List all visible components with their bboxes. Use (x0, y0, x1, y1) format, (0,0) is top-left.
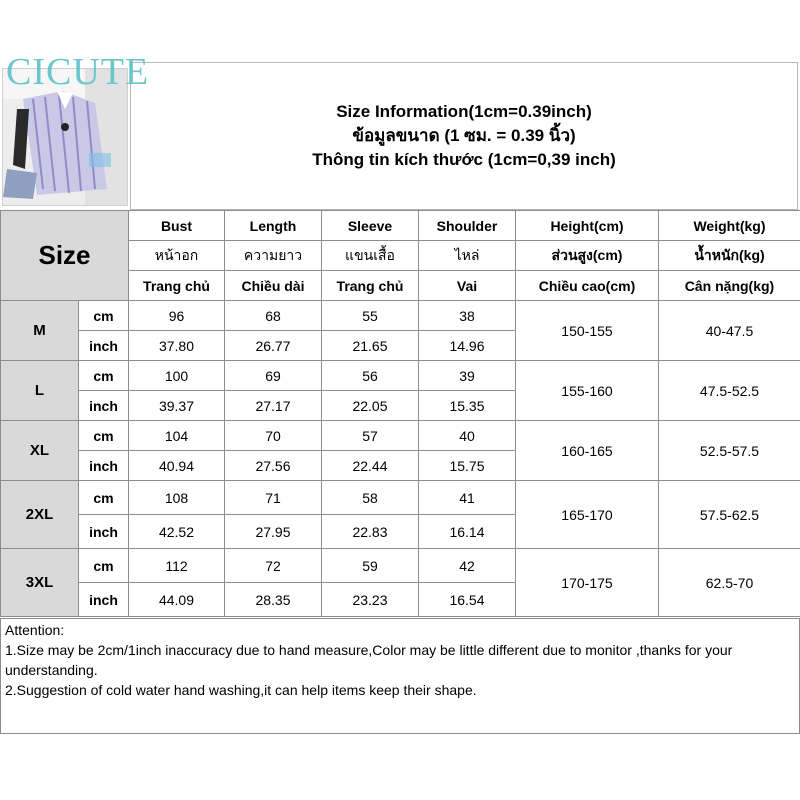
col-height-th: ส่วนสูง(cm) (516, 241, 659, 271)
length-inch: 27.56 (225, 451, 322, 481)
sleeve-cm: 57 (322, 421, 419, 451)
sleeve-cm: 59 (322, 549, 419, 583)
col-height-vi: Chiều cao(cm) (516, 271, 659, 301)
length-inch: 26.77 (225, 331, 322, 361)
col-length-en: Length (225, 211, 322, 241)
unit-cm: cm (79, 301, 129, 331)
length-inch: 28.35 (225, 583, 322, 617)
table-row (1, 481, 800, 515)
col-bust-en: Bust (129, 211, 225, 241)
unit-cm: cm (79, 549, 129, 583)
shoulder-cm: 42 (419, 549, 516, 583)
size-label-m: M (1, 301, 79, 361)
shoulder-inch: 16.14 (419, 515, 516, 549)
size-label-2xl: 2XL (1, 481, 79, 549)
shoulder-inch: 16.54 (419, 583, 516, 617)
weight-range: 40-47.5 (659, 301, 800, 361)
col-bust-th: หน้าอก (129, 241, 225, 271)
bust-inch: 44.09 (129, 583, 225, 617)
weight-range: 62.5-70 (659, 549, 800, 617)
col-length-vi: Chiều dài (225, 271, 322, 301)
shoulder-inch: 15.35 (419, 391, 516, 421)
table-row (1, 549, 800, 583)
sleeve-inch: 23.23 (322, 583, 419, 617)
header-title-th: ข้อมูลขนาด (1 ซม. = 0.39 นิ้ว) (352, 126, 576, 145)
length-cm: 68 (225, 301, 322, 331)
header-title-en: Size Information(1cm=0.39inch) (336, 102, 592, 121)
col-shoulder-en: Shoulder (419, 211, 516, 241)
bust-inch: 37.80 (129, 331, 225, 361)
unit-inch: inch (79, 515, 129, 549)
weight-range: 57.5-62.5 (659, 481, 800, 549)
bust-cm: 112 (129, 549, 225, 583)
sleeve-cm: 56 (322, 361, 419, 391)
bust-inch: 39.37 (129, 391, 225, 421)
unit-inch: inch (79, 391, 129, 421)
length-inch: 27.17 (225, 391, 322, 421)
col-height-en: Height(cm) (516, 211, 659, 241)
notes-title: Attention: (5, 622, 65, 638)
size-table (0, 210, 800, 617)
size-label-l: L (1, 361, 79, 421)
height-range: 170-175 (516, 549, 659, 617)
shoulder-cm: 39 (419, 361, 516, 391)
col-shoulder-th: ไหล่ (419, 241, 516, 271)
shoulder-inch: 15.75 (419, 451, 516, 481)
height-range: 150-155 (516, 301, 659, 361)
bust-cm: 100 (129, 361, 225, 391)
weight-range: 52.5-57.5 (659, 421, 800, 481)
brand-logo: CICUTE (6, 51, 150, 93)
col-weight-th: น้ำหนัก(kg) (659, 241, 800, 271)
size-label-3xl: 3XL (1, 549, 79, 617)
shoulder-cm: 40 (419, 421, 516, 451)
notes-line-2: 2.Suggestion of cold water hand washing,it can help items keep their shape. (5, 682, 477, 698)
unit-cm: cm (79, 361, 129, 391)
length-cm: 71 (225, 481, 322, 515)
col-sleeve-en: Sleeve (322, 211, 419, 241)
sleeve-cm: 55 (322, 301, 419, 331)
shoulder-cm: 41 (419, 481, 516, 515)
col-sleeve-vi: Trang chủ (322, 271, 419, 301)
bust-inch: 40.94 (129, 451, 225, 481)
size-label-xl: XL (1, 421, 79, 481)
unit-cm: cm (79, 421, 129, 451)
notes-line-1: 1.Size may be 2cm/1inch inaccuracy due to hand measure,Color may be little different due to monitor ,thanks for your understanding. (5, 642, 733, 678)
unit-cm: cm (79, 481, 129, 515)
weight-range: 47.5-52.5 (659, 361, 800, 421)
table-row (1, 421, 800, 451)
shoulder-inch: 14.96 (419, 331, 516, 361)
col-weight-vi: Cân nặng(kg) (659, 271, 800, 301)
length-cm: 70 (225, 421, 322, 451)
length-cm: 72 (225, 549, 322, 583)
unit-inch: inch (79, 451, 129, 481)
shoulder-cm: 38 (419, 301, 516, 331)
header-row-en (1, 211, 800, 241)
bust-inch: 42.52 (129, 515, 225, 549)
sleeve-inch: 21.65 (322, 331, 419, 361)
length-cm: 69 (225, 361, 322, 391)
col-bust-vi: Trang chủ (129, 271, 225, 301)
bust-cm: 104 (129, 421, 225, 451)
unit-inch: inch (79, 331, 129, 361)
col-sleeve-th: แขนเสื้อ (322, 241, 419, 271)
bust-cm: 96 (129, 301, 225, 331)
size-column-header: Size (1, 211, 129, 301)
unit-inch: inch (79, 583, 129, 617)
height-range: 165-170 (516, 481, 659, 549)
header-title-vi: Thông tin kích thước (1cm=0,39 inch) (312, 150, 616, 169)
sleeve-inch: 22.05 (322, 391, 419, 421)
height-range: 160-165 (516, 421, 659, 481)
sleeve-inch: 22.44 (322, 451, 419, 481)
size-information-header (130, 62, 798, 210)
table-row (1, 361, 800, 391)
bust-cm: 108 (129, 481, 225, 515)
sleeve-cm: 58 (322, 481, 419, 515)
col-shoulder-vi: Vai (419, 271, 516, 301)
col-length-th: ความยาว (225, 241, 322, 271)
sleeve-inch: 22.83 (322, 515, 419, 549)
length-inch: 27.95 (225, 515, 322, 549)
attention-notes (0, 618, 800, 734)
height-range: 155-160 (516, 361, 659, 421)
col-weight-en: Weight(kg) (659, 211, 800, 241)
table-row (1, 301, 800, 331)
